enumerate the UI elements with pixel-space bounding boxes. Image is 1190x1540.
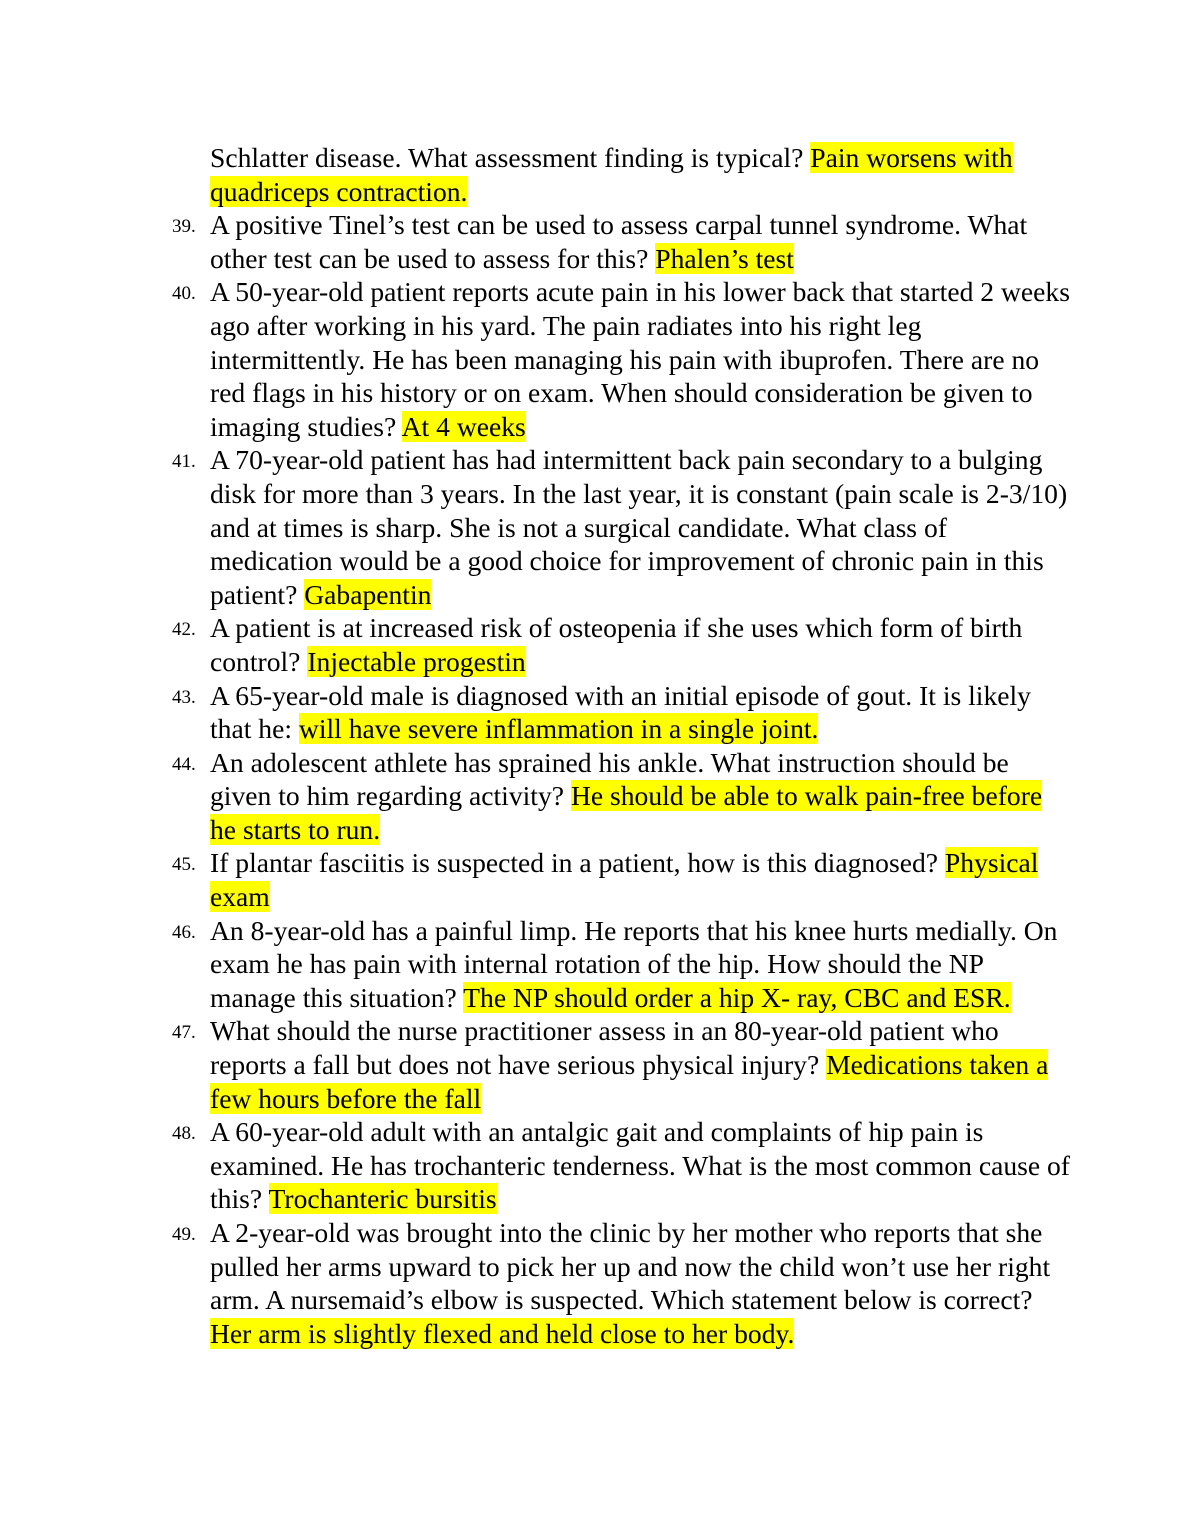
- question-number: 41.: [172, 451, 196, 473]
- list-item: [172, 208, 1070, 275]
- answer-highlight: At 4 weeks: [401, 410, 526, 442]
- answer-highlight: Pain worsens with quadriceps contraction.: [210, 142, 1013, 207]
- question-number: 39.: [172, 216, 196, 238]
- question-number: 49.: [172, 1224, 196, 1245]
- question-text: A 65-year-old male is diagnosed with an initial episode of gout. It is likely that he:: [210, 679, 1031, 745]
- question-number: 47.: [172, 1022, 196, 1044]
- list-item: [172, 914, 1070, 1015]
- list-item: [172, 1115, 1070, 1216]
- question-number: 46.: [172, 921, 196, 943]
- question-text: An 8-year-old has a painful limp. He reports that his knee hurts medially. On exam he has pain with internal rotation of the hip. How should the NP manage this situation?: [210, 914, 1058, 1013]
- question-text: What should the nurse practitioner assess in an 80-year-old patient who reports a fall but does not have serious physical injury?: [210, 1015, 999, 1081]
- list-item: [172, 275, 1070, 443]
- answer-highlight: He should be able to walk pain-free before he starts to run.: [210, 780, 1043, 845]
- question-number: 48.: [172, 1123, 196, 1145]
- question-number: 40.: [172, 283, 196, 305]
- question-text: A 70-year-old patient has had intermittent back pain secondary to a bulging disk for more than 3 years. In the last year, it is constant (pain scale is 2-3/10) and at times is sharp. She is not a surgical candidate. What class of medication would be a good choice for improvement of chronic pain in this patient?: [210, 444, 1068, 610]
- list-item: [172, 746, 1070, 847]
- list-item: [172, 1216, 1070, 1350]
- question-text: A patient is at increased risk of osteopenia if she uses which form of birth control?: [210, 612, 1023, 677]
- question-text: If plantar fasciitis is suspected in a patient, how is this diagnosed?: [210, 847, 939, 879]
- list-item: [172, 443, 1070, 611]
- continued-question: [210, 141, 1070, 208]
- answer-highlight: Her arm is slightly flexed and held close to her body.: [210, 1317, 795, 1349]
- answer-highlight: Gabapentin: [304, 578, 432, 610]
- question-list: [172, 208, 1070, 1350]
- answer-highlight: Injectable progestin: [307, 645, 526, 677]
- list-item: [172, 1014, 1070, 1115]
- answer-highlight: Trochanteric bursitis: [268, 1183, 497, 1215]
- question-number: 42.: [172, 619, 196, 641]
- list-item: [172, 679, 1070, 746]
- list-item: [172, 846, 1070, 913]
- question-number: 44.: [172, 753, 196, 775]
- list-item: [172, 611, 1070, 678]
- question-text: Schlatter disease. What assessment finding is typical?: [210, 142, 804, 173]
- question-number: 43.: [172, 686, 196, 708]
- question-text: An adolescent athlete has sprained his ankle. What instruction should be given to him regarding activity?: [210, 746, 1009, 812]
- question-text: A 2-year-old was brought into the clinic by her mother who reports that she pulled her arms upward to pick her up and now the child won’t use her right arm. A nursemaid’s elbow is suspected. Which statement below is correct?: [210, 1217, 1051, 1316]
- answer-highlight: The NP should order a hip X- ray, CBC and ESR.: [463, 981, 1011, 1013]
- answer-highlight: will have severe inflammation in a single joint.: [298, 713, 819, 745]
- question-text: A 60-year-old adult with an antalgic gait and complaints of hip pain is examined. He has trochanteric tenderness. What is the most common cause of this?: [210, 1116, 1070, 1215]
- qa-text-block: [172, 141, 1070, 1350]
- answer-highlight: Medications taken a few hours before the fall: [210, 1049, 1049, 1114]
- answer-highlight: Physical exam: [210, 847, 1039, 913]
- question-text: A positive Tinel’s test can be used to assess carpal tunnel syndrome. What other test can be used to assess for this?: [210, 209, 1028, 274]
- question-number: 45.: [172, 854, 196, 876]
- answer-highlight: Phalen’s test: [655, 242, 794, 274]
- question-text: A 50-year-old patient reports acute pain in his lower back that started 2 weeks ago after working in his yard. The pain radiates into his right leg intermittently. He has been managing his pain with ibuprofen. There are no red flags in his history or on exam. When should consideration be given to imaging studies?: [210, 276, 1070, 442]
